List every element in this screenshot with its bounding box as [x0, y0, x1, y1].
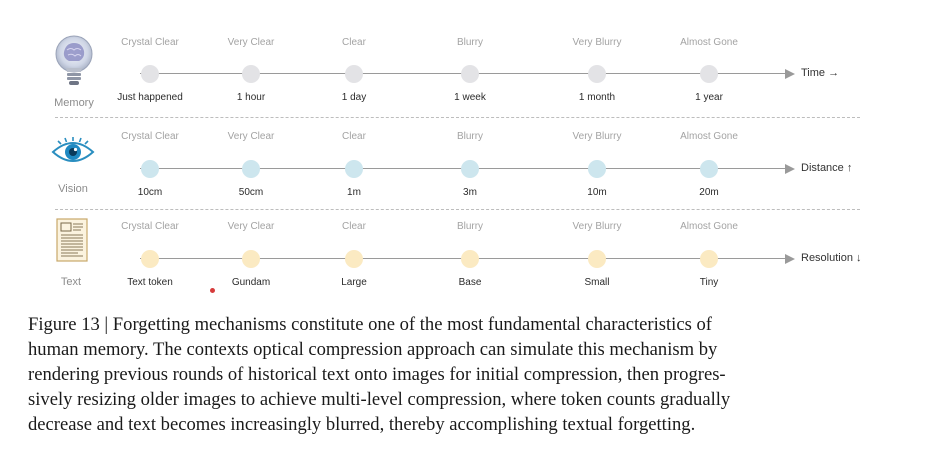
clarity-label: Very Clear [227, 131, 275, 142]
clarity-dot [242, 160, 260, 178]
clarity-dot [588, 65, 606, 83]
scale-label: 1 day [341, 92, 367, 103]
caption-line: human memory. The contexts optical compression approach can simulate this mechanism by [28, 339, 718, 360]
clarity-label: Crystal Clear [121, 221, 179, 232]
scale-label: 1 hour [236, 92, 266, 103]
clarity-dot [141, 65, 159, 83]
clarity-label: Very Blurry [572, 221, 622, 232]
caption-line: rendering previous rounds of historical text onto images for initial compression, then progres- [28, 364, 726, 385]
clarity-dot [345, 160, 363, 178]
clarity-dot [461, 160, 479, 178]
clarity-dot [461, 250, 479, 268]
clarity-label: Very Clear [227, 37, 275, 48]
clarity-dot [700, 160, 718, 178]
clarity-dot [141, 160, 159, 178]
scale-label: 20m [699, 187, 719, 198]
clarity-label: Very Blurry [572, 37, 622, 48]
caption-line: Figure 13 | Forgetting mechanisms constitute one of the most fundamental characteristics of [28, 314, 712, 335]
row-divider [55, 209, 860, 210]
lightbulb-brain-icon [52, 34, 96, 92]
eye-icon [50, 136, 96, 168]
clarity-label: Blurry [456, 37, 484, 48]
clarity-dot [461, 65, 479, 83]
caption-line: sively resizing older images to achieve multi-level compression, where token counts gradually [28, 389, 731, 410]
scale-label: 1 week [454, 92, 486, 103]
clarity-dot [141, 250, 159, 268]
cursor-marker [210, 288, 215, 293]
clarity-dot [700, 250, 718, 268]
clarity-dot [345, 250, 363, 268]
clarity-dot [242, 65, 260, 83]
row-label-memory: Memory [54, 97, 94, 109]
clarity-label: Almost Gone [680, 131, 738, 142]
clarity-dot [588, 160, 606, 178]
scale-label: 50cm [238, 187, 264, 198]
clarity-label: Clear [342, 37, 366, 48]
scale-label: Text token [127, 277, 173, 288]
clarity-dot [588, 250, 606, 268]
clarity-label: Almost Gone [680, 37, 738, 48]
clarity-label: Crystal Clear [121, 131, 179, 142]
scale-label: 10m [587, 187, 607, 198]
axis-label: Distance ↑ [801, 162, 853, 174]
clarity-dot [700, 65, 718, 83]
clarity-label: Crystal Clear [121, 37, 179, 48]
scale-label: 1 month [578, 92, 616, 103]
scale-label: 1 year [695, 92, 723, 103]
axis-label: Resolution ↓ [801, 252, 862, 264]
scale-label: Large [341, 277, 367, 288]
timeline-arrowhead [785, 164, 795, 174]
row-label-text: Text [60, 276, 82, 288]
scale-label: 3m [463, 187, 477, 198]
clarity-label: Clear [342, 131, 366, 142]
clarity-dot [345, 65, 363, 83]
clarity-label: Clear [342, 221, 366, 232]
scale-label: Just happened [117, 92, 183, 103]
axis-label: Time → [801, 67, 840, 79]
clarity-label: Blurry [456, 131, 484, 142]
scale-label: 1m [347, 187, 361, 198]
timeline-arrowhead [785, 254, 795, 264]
document-icon [56, 218, 88, 262]
row-label-vision: Vision [58, 183, 88, 195]
timeline-arrowhead [785, 69, 795, 79]
clarity-dot [242, 250, 260, 268]
scale-label: 10cm [137, 187, 163, 198]
scale-label: Gundam [231, 277, 271, 288]
clarity-label: Almost Gone [680, 221, 738, 232]
figure-caption [28, 312, 908, 437]
clarity-label: Blurry [456, 221, 484, 232]
caption-line: decrease and text becomes increasingly blurred, thereby accomplishing textual forgetting. [28, 414, 696, 435]
row-divider [55, 117, 860, 118]
clarity-label: Very Clear [227, 221, 275, 232]
clarity-label: Very Blurry [572, 131, 622, 142]
scale-label: Tiny [699, 277, 719, 288]
scale-label: Base [458, 277, 482, 288]
scale-label: Small [584, 277, 610, 288]
